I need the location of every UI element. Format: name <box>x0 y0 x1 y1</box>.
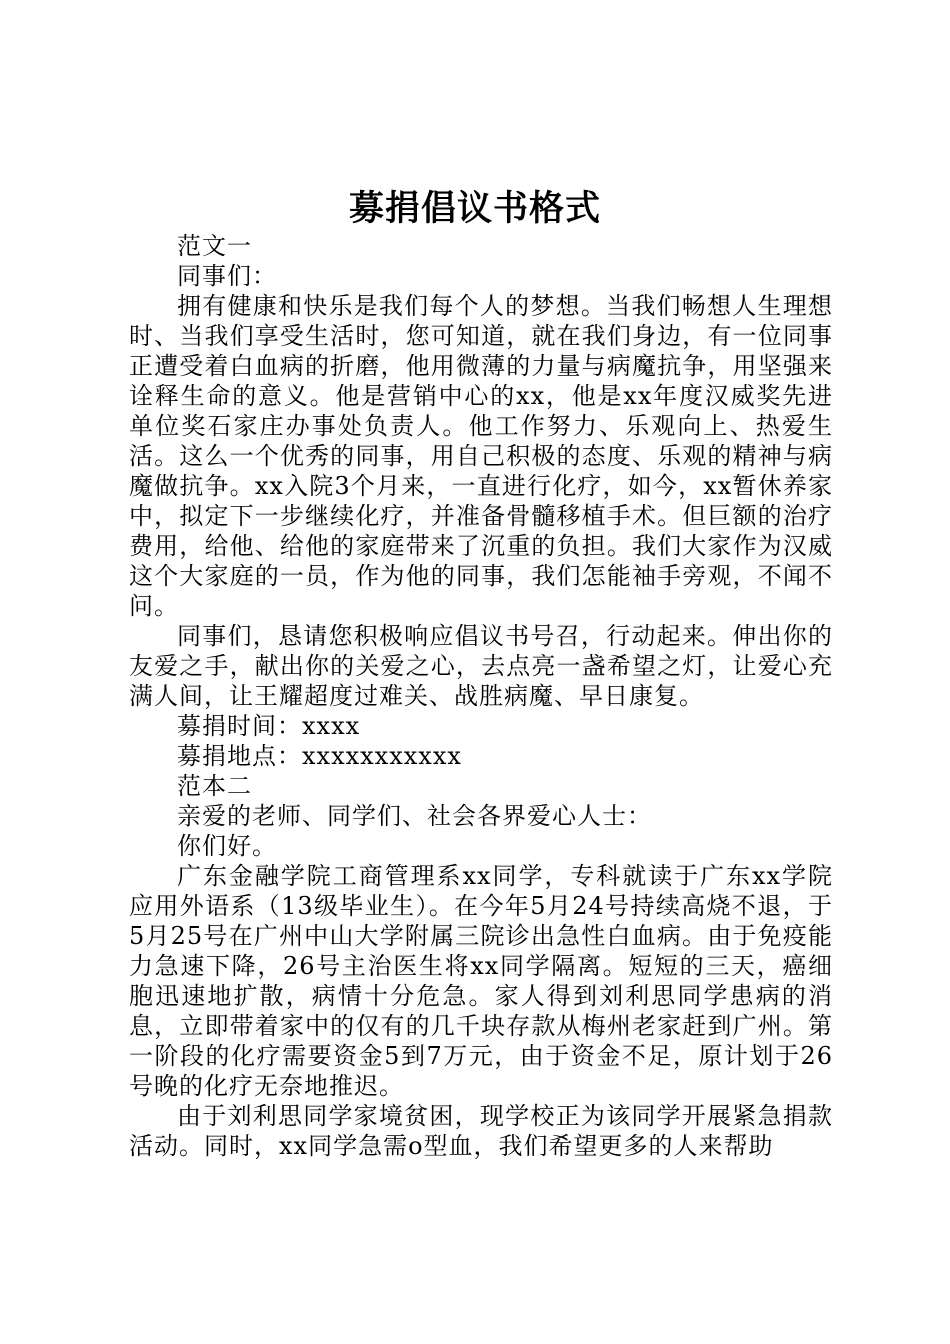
paragraph: 同事们，恳请您积极响应倡议书号召，行动起来。伸出你的友爱之手，献出你的关爱之心，去点亮一盏希望之灯，让爱心充满人间，让王耀超度过难关、战胜病魔、早日康复。 <box>129 622 833 710</box>
donation-time: 募捐时间：xxxx <box>177 712 361 740</box>
paragraph-heading-2: 范本二 <box>177 772 252 800</box>
document-title: 募捐倡议书格式 <box>348 189 601 229</box>
document-body <box>129 231 833 1161</box>
paragraph: 广东金融学院工商管理系xx同学，专科就读于广东xx学院应用外语系（13级毕业生）。在今年5月24号持续高烧不退，于5月25号在广州中山大学附属三院诊出急性白血病。由于免疫能力急速下降，26号主治医生将xx同学隔离。短短的三天，癌细胞迅速地扩散，病情十分危急。家人得到刘利思同学患病的消息，立即带着家中的仅有的几千块存款从梅州老家赶到广州。第一阶段的化疗需要资金5到7万元，由于资金不足，原计划于26号晚的化疗无奈地推迟。 <box>129 862 833 1100</box>
paragraph-greeting: 你们好。 <box>177 832 277 860</box>
paragraph-salutation-2: 亲爱的老师、同学们、社会各界爱心人士： <box>177 802 652 830</box>
paragraph-heading-1: 范文一 <box>177 232 252 260</box>
paragraph-salutation-1: 同事们： <box>177 262 277 290</box>
paragraph: 由于刘利思同学家境贫困，现学校正为该同学开展紧急捐款活动。同时，xx同学急需o型血，我们希望更多的人来帮助 <box>129 1102 833 1160</box>
donation-location: 募捐地点：xxxxxxxxxxx <box>177 742 462 770</box>
paragraph: 拥有健康和快乐是我们每个人的梦想。当我们畅想人生理想时、当我们享受生活时，您可知道，就在我们身边，有一位同事正遭受着白血病的折磨，他用微薄的力量与病魔抗争，用坚强来诠释生命的意义。他是营销中心的xx，他是xx年度汉威奖先进单位奖石家庄办事处负责人。他工作努力、乐观向上、热爱生活。这么一个优秀的同事，用自己积极的态度、乐观的精神与病魔做抗争。xx入院3个月来，一直进行化疗，如今，xx暂休养家中，拟定下一步继续化疗，并准备骨髓移植手术。但巨额的治疗费用，给他、给他的家庭带来了沉重的负担。我们大家作为汉威这个大家庭的一员，作为他的同事，我们怎能袖手旁观，不闻不问。 <box>129 292 833 620</box>
